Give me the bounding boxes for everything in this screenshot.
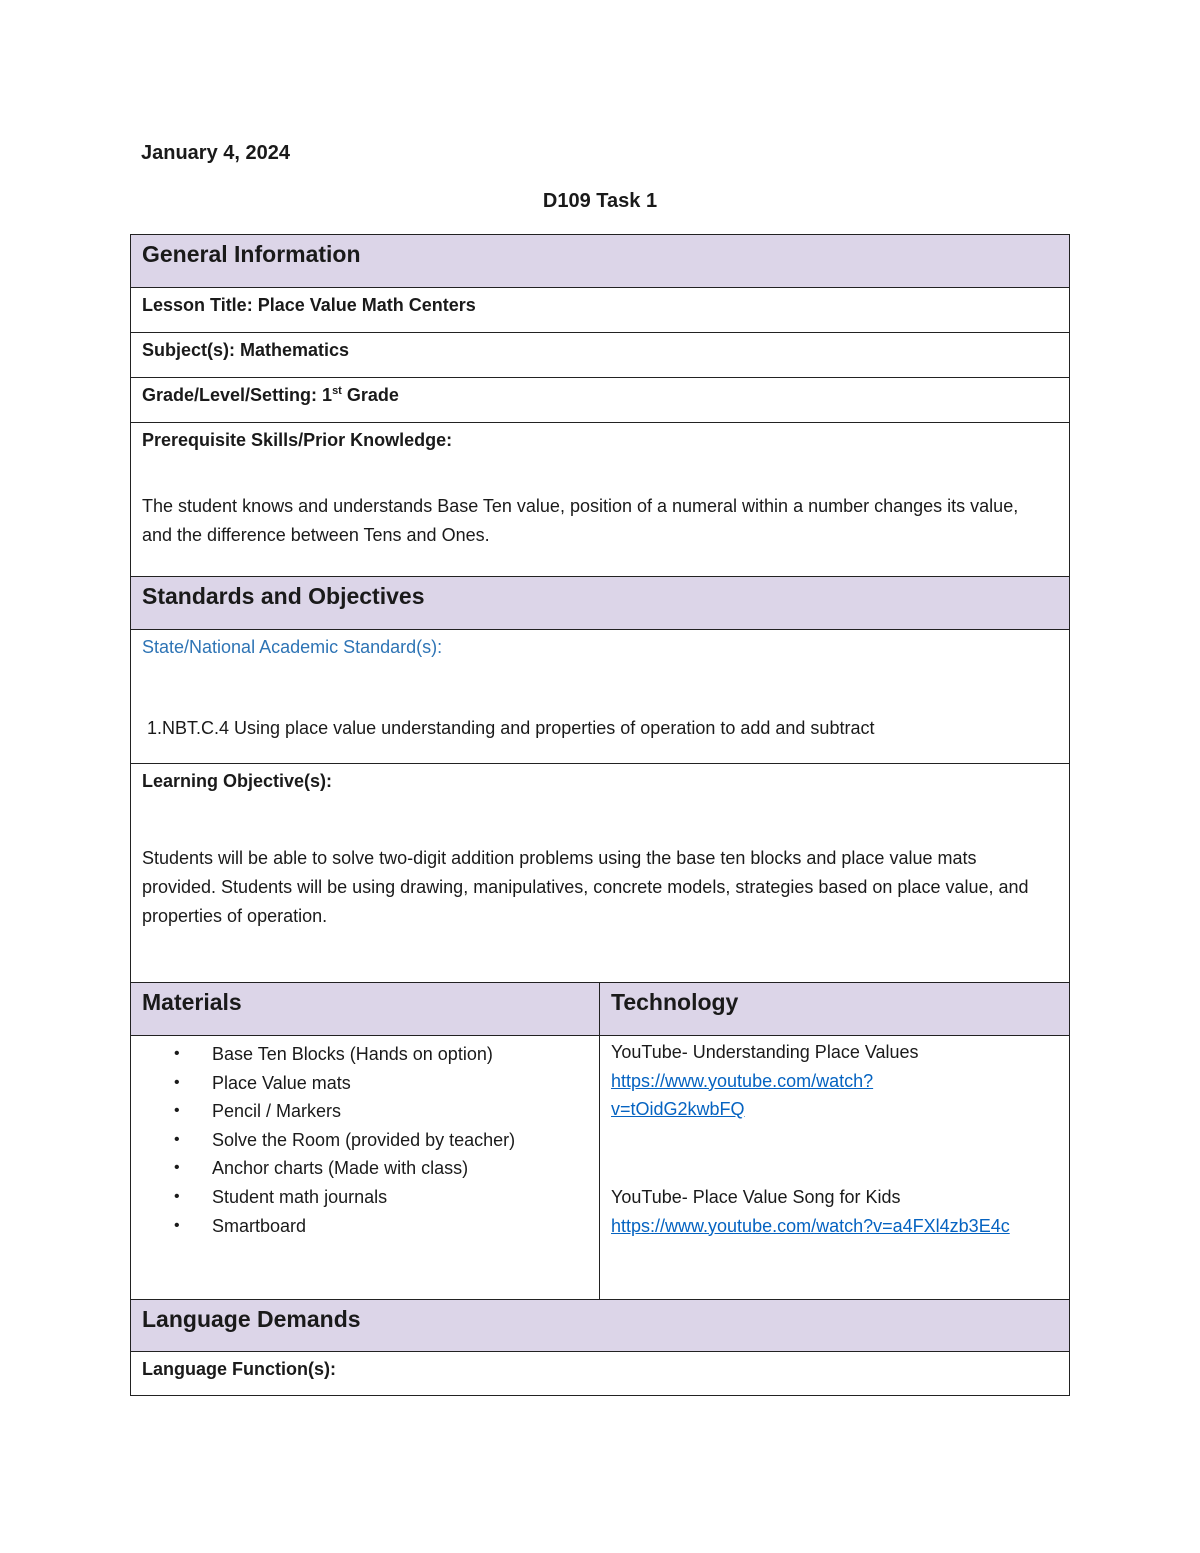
grade-level-row xyxy=(131,377,1069,422)
material-item: Pencil / Markers xyxy=(212,1101,342,1122)
bullet-icon: • xyxy=(174,1159,180,1177)
resource-1-link-line1[interactable]: https://www.youtube.com/watch? xyxy=(611,1070,874,1091)
materials-technology-row xyxy=(131,1035,1069,1299)
language-demands-heading: Language Demands xyxy=(142,1306,361,1332)
prerequisite-row xyxy=(131,422,1069,576)
lesson-title-row xyxy=(131,287,1069,332)
material-item: Place Value mats xyxy=(212,1072,351,1093)
subjects-row xyxy=(131,332,1069,377)
bullet-icon: • xyxy=(174,1045,180,1062)
technology-heading: Technology xyxy=(611,989,739,1015)
technology-resource-1 xyxy=(611,1038,919,1124)
bullet-icon: • xyxy=(174,1216,180,1234)
lesson-plan-table xyxy=(130,234,1070,1396)
list-item xyxy=(131,1183,515,1212)
list-item xyxy=(131,1126,515,1155)
resource-2-title: YouTube- Place Value Song for Kids xyxy=(611,1187,901,1207)
learning-objective-label: Learning Objective(s): xyxy=(142,771,333,791)
list-item xyxy=(131,1154,515,1183)
subjects: Subject(s): Mathematics xyxy=(142,340,350,360)
lesson-title: Lesson Title: Place Value Math Centers xyxy=(142,295,476,315)
document-date: January 4, 2024 xyxy=(141,142,290,164)
prerequisite-text: The student knows and understands Base Ten value, position of a numeral within a number changes its value, and the difference between Tens and Ones. xyxy=(142,496,1019,545)
grade-prefix: Grade/Level/Setting: 1 xyxy=(142,385,333,405)
language-function-row xyxy=(131,1351,1069,1396)
bullet-icon: • xyxy=(174,1187,180,1205)
material-item: Base Ten Blocks (Hands on option) xyxy=(212,1044,493,1064)
bullet-icon: • xyxy=(174,1102,180,1120)
materials-header-cell xyxy=(131,983,599,1035)
academic-standard-label: State/National Academic Standard(s): xyxy=(142,637,443,657)
academic-standard-row xyxy=(131,629,1069,763)
list-item xyxy=(131,1069,515,1098)
learning-objective-row xyxy=(131,763,1069,982)
materials-technology-header xyxy=(131,982,1069,1035)
document-title: D109 Task 1 xyxy=(542,190,658,212)
resource-2-link[interactable]: https://www.youtube.com/watch?v=a4FXl4zb3E4c xyxy=(611,1215,1010,1236)
material-item: Student math journals xyxy=(212,1186,388,1207)
standards-heading: Standards and Objectives xyxy=(142,583,425,609)
list-item xyxy=(131,1212,515,1241)
material-item: Anchor charts (Made with class) xyxy=(212,1158,469,1179)
standards-header xyxy=(131,576,1069,629)
academic-standard-text: 1.NBT.C.4 Using place value understanding and properties of operation to add and subtract xyxy=(147,718,875,738)
bullet-icon: • xyxy=(174,1073,180,1091)
general-information-heading: General Information xyxy=(142,241,361,267)
resource-1-title: YouTube- Understanding Place Values xyxy=(611,1042,919,1062)
prerequisite-label: Prerequisite Skills/Prior Knowledge: xyxy=(142,430,453,450)
learning-objective-text: Students will be able to solve two-digit addition problems using the base ten blocks and place value mats provided. Students will be using drawing, manipulatives, concrete models, strategies based on place value, and properties of operation. xyxy=(142,848,1029,926)
materials-heading: Materials xyxy=(142,989,242,1015)
resource-1-link[interactable] xyxy=(611,1067,919,1124)
material-item: Smartboard xyxy=(212,1215,307,1236)
resource-1-link-line2[interactable]: v=tOidG2kwbFQ xyxy=(611,1099,745,1120)
material-item: Solve the Room (provided by teacher) xyxy=(212,1129,516,1150)
general-information-header xyxy=(131,234,1069,287)
grade-suffix: Grade xyxy=(341,385,399,405)
bullet-icon: • xyxy=(174,1130,180,1148)
technology-resource-2 xyxy=(611,1183,1010,1240)
language-function-label: Language Function(s): xyxy=(142,1359,336,1379)
grade-superscript: st xyxy=(332,385,342,397)
materials-list xyxy=(131,1040,515,1240)
materials-cell xyxy=(131,1036,599,1299)
technology-cell xyxy=(599,1036,1069,1299)
language-demands-header xyxy=(131,1299,1069,1351)
technology-header-cell xyxy=(599,983,1069,1035)
list-item xyxy=(131,1040,515,1069)
list-item xyxy=(131,1097,515,1126)
grade-level xyxy=(142,384,399,407)
